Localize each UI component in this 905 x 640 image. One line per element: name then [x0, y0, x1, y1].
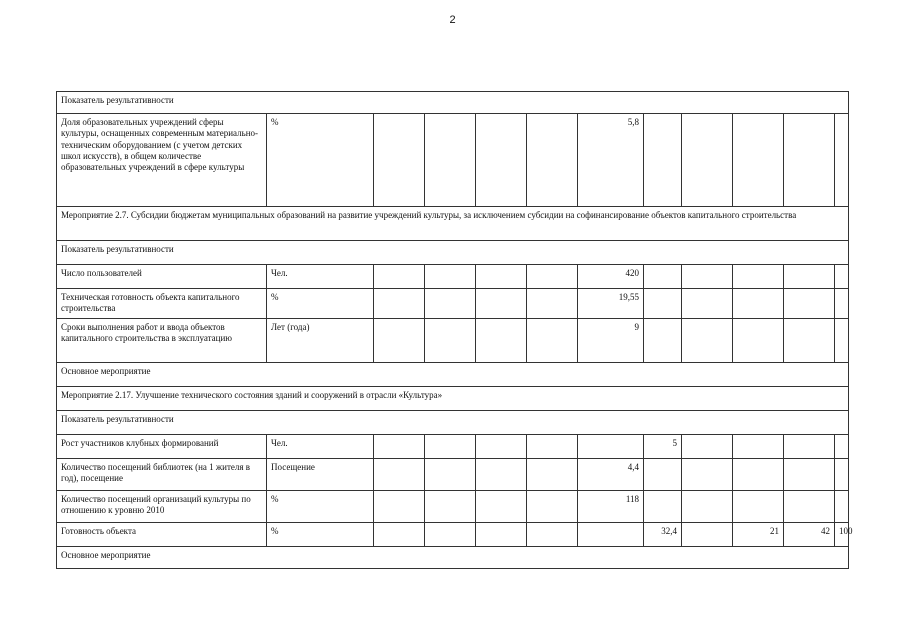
- value-cell: [733, 491, 784, 523]
- value-cell: [527, 319, 578, 363]
- value-cell: 118: [578, 491, 644, 523]
- value-cell: [733, 319, 784, 363]
- value-cell: [476, 523, 527, 547]
- section-row: [57, 241, 849, 265]
- indicator-unit: %: [267, 114, 374, 207]
- value-cell: [578, 523, 644, 547]
- value-cell: [374, 289, 425, 319]
- value-cell: [476, 319, 527, 363]
- indicator-unit: Лет (года): [267, 319, 374, 363]
- value-cell: [682, 523, 733, 547]
- indicator-unit: Чел.: [267, 265, 374, 289]
- value-cell: [476, 265, 527, 289]
- value-cell: [425, 319, 476, 363]
- value-cell: [784, 491, 835, 523]
- section-row: [57, 547, 849, 569]
- value-cell: [644, 114, 682, 207]
- value-cell: [784, 435, 835, 459]
- section-title: Показатель результативности: [57, 92, 849, 114]
- value-cell: [784, 289, 835, 319]
- value-cell: [682, 459, 733, 491]
- value-cell: [425, 114, 476, 207]
- value-cell: 5: [644, 435, 682, 459]
- value-cell: [835, 491, 849, 523]
- indicators-table: [56, 91, 853, 569]
- value-cell: [682, 289, 733, 319]
- value-cell: [784, 319, 835, 363]
- value-cell: [374, 491, 425, 523]
- value-cell: [476, 491, 527, 523]
- value-cell: [682, 265, 733, 289]
- indicator-name: Количество посещений библиотек (на 1 жителя в год), посещение: [57, 459, 267, 491]
- value-cell: [374, 319, 425, 363]
- indicator-unit: %: [267, 491, 374, 523]
- value-cell: [835, 459, 849, 491]
- section-title: Показатель результативности: [57, 411, 849, 435]
- section-row: [57, 411, 849, 435]
- indicator-name: Число пользователей: [57, 265, 267, 289]
- indicator-unit: Чел.: [267, 435, 374, 459]
- section-row: [57, 92, 849, 114]
- value-cell: [476, 435, 527, 459]
- value-cell: [835, 114, 849, 207]
- value-cell: 4,4: [578, 459, 644, 491]
- indicator-name: Готовность объекта: [57, 523, 267, 547]
- value-cell: [682, 114, 733, 207]
- section-title: Показатель результативности: [57, 241, 849, 265]
- value-cell: [784, 459, 835, 491]
- indicator-unit: Посещение: [267, 459, 374, 491]
- section-title: Основное мероприятие: [57, 363, 849, 387]
- value-cell: [527, 289, 578, 319]
- value-cell: [733, 435, 784, 459]
- table-row: [57, 459, 849, 491]
- value-cell: 100: [835, 523, 849, 547]
- section-title: Мероприятие 2.17. Улучшение технического состояния зданий и сооружений в отрасли «Культура»: [57, 387, 849, 411]
- value-cell: [425, 459, 476, 491]
- section-row: [57, 387, 849, 411]
- value-cell: [644, 319, 682, 363]
- value-cell: [527, 491, 578, 523]
- value-cell: [835, 265, 849, 289]
- value-cell: [733, 459, 784, 491]
- indicator-name: Доля образовательных учреждений сферы культуры, оснащенных современным материально-техническим оборудованием (с учетом детских школ искусств), в общем количестве образовательных учреждений в сфере культуры: [57, 114, 267, 207]
- table-row: [57, 491, 849, 523]
- indicator-name: Сроки выполнения работ и ввода объектов капитального строительства в эксплуатацию: [57, 319, 267, 363]
- value-cell: [682, 319, 733, 363]
- value-cell: [527, 523, 578, 547]
- value-cell: [682, 491, 733, 523]
- value-cell: [784, 265, 835, 289]
- value-cell: [527, 265, 578, 289]
- value-cell: 32,4: [644, 523, 682, 547]
- value-cell: [425, 265, 476, 289]
- indicator-name: Количество посещений организаций культуры по отношению к уровню 2010: [57, 491, 267, 523]
- value-cell: [476, 289, 527, 319]
- table-row: [57, 319, 849, 363]
- value-cell: [835, 289, 849, 319]
- value-cell: [733, 289, 784, 319]
- value-cell: 9: [578, 319, 644, 363]
- value-cell: [578, 435, 644, 459]
- section-row: [57, 363, 849, 387]
- indicator-name: Техническая готовность объекта капитального строительства: [57, 289, 267, 319]
- value-cell: [682, 435, 733, 459]
- value-cell: 420: [578, 265, 644, 289]
- value-cell: [476, 114, 527, 207]
- value-cell: [425, 491, 476, 523]
- value-cell: [644, 289, 682, 319]
- value-cell: [374, 114, 425, 207]
- indicator-unit: %: [267, 289, 374, 319]
- value-cell: [527, 114, 578, 207]
- value-cell: [374, 523, 425, 547]
- value-cell: [733, 265, 784, 289]
- value-cell: [527, 435, 578, 459]
- table-row: [57, 265, 849, 289]
- value-cell: [425, 435, 476, 459]
- value-cell: [644, 459, 682, 491]
- table-row: [57, 523, 849, 547]
- page-number: 2: [449, 14, 456, 26]
- value-cell: [425, 523, 476, 547]
- value-cell: [425, 289, 476, 319]
- section-title: Основное мероприятие: [57, 547, 849, 569]
- value-cell: [835, 435, 849, 459]
- value-cell: [476, 459, 527, 491]
- table-row: [57, 289, 849, 319]
- table-row: [57, 435, 849, 459]
- section-row: [57, 207, 849, 241]
- section-title: Мероприятие 2.7. Субсидии бюджетам муниципальных образований на развитие учреждений культуры, за исключением субсидии на софинансирование объектов капитального строительства: [57, 207, 849, 241]
- value-cell: 19,55: [578, 289, 644, 319]
- value-cell: [784, 114, 835, 207]
- value-cell: [835, 319, 849, 363]
- value-cell: 21: [733, 523, 784, 547]
- value-cell: [374, 435, 425, 459]
- value-cell: [374, 459, 425, 491]
- indicator-unit: %: [267, 523, 374, 547]
- value-cell: 5,8: [578, 114, 644, 207]
- table-row: [57, 114, 849, 207]
- value-cell: [527, 459, 578, 491]
- value-cell: [644, 265, 682, 289]
- value-cell: [374, 265, 425, 289]
- indicator-name: Рост участников клубных формирований: [57, 435, 267, 459]
- value-cell: [644, 491, 682, 523]
- value-cell: 42: [784, 523, 835, 547]
- value-cell: [733, 114, 784, 207]
